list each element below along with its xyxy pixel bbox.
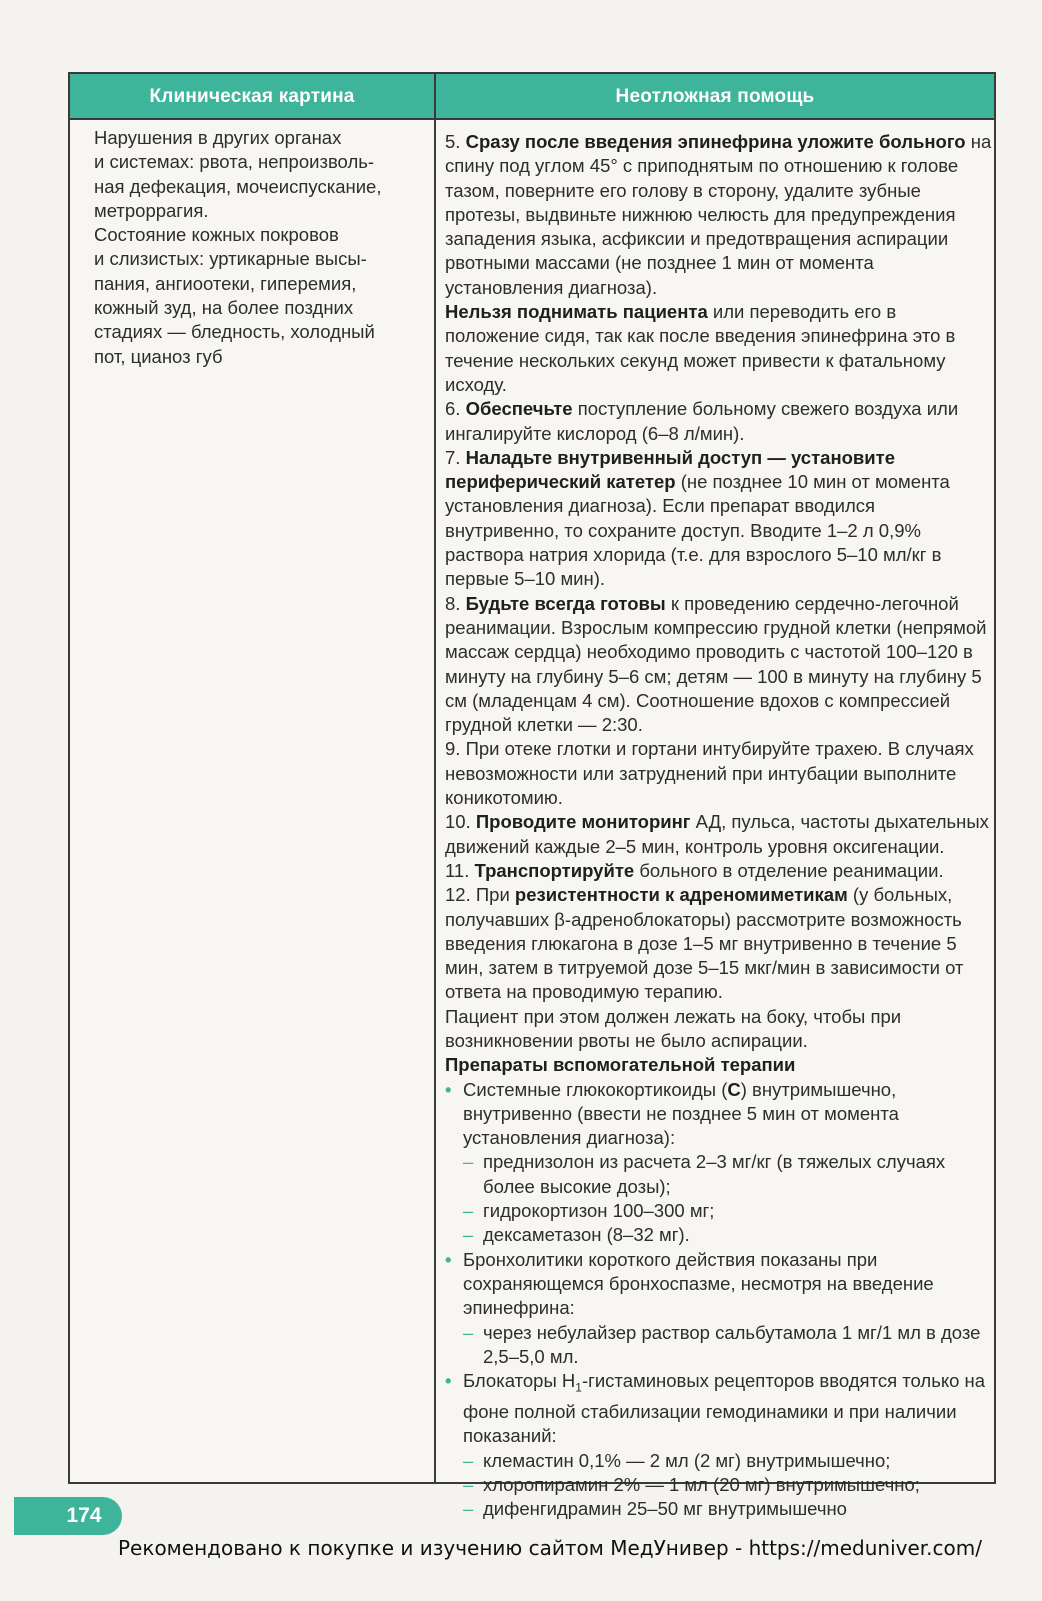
dash-marker: – [463,1321,474,1343]
dash-marker: – [463,1200,474,1222]
step-10: 10. Проводите мониторинг АД, пульса, частоты дыхательных движений каждые 2–5 мин, контроль уровня оксигенации. [445,811,989,857]
step-9: 9. При отеке глотки и гортани интубируйте трахею. В случаях невозможности или затруднений при интубации выполните коникотомию. [445,738,974,809]
bullet-h1-blockers: • Блокаторы $Н_1$-гистаминовых рецепторов вводятся только на фоне полной стабилизации гемодинамики и при наличии показаний: [445,1370,986,1447]
left-line: метроррагия. [94,199,209,221]
left-line: и системах: рвота, непроизволь- [94,151,375,173]
step-8: 8. Будьте всегда готовы к проведению сердечно-легочной реанимации. Взрослым компрессию грудной клетки (непрямой массаж сердца) необходимо проводить с частотой 100–120 в минуту на глубину 5–6 см; детям — 100 в минуту на глубину 5 см (младенцам 4 см). Соотношение вдохов с компрессией грудной клетки — 2:30. [445,592,987,736]
clinical-picture-column [94,126,424,369]
step-6: 6. Обеспечьте поступление больному свежего воздуха или ингалируйте кислород (6–8 л/мин). [445,398,959,444]
sub-item: – дексаметазон (8–32 мг). [445,1223,993,1247]
sub-item: – дифенгидрамин 25–50 мг внутримышечно [445,1497,993,1521]
sub-item: – гидрокортизон 100–300 мг; [445,1199,993,1223]
footer-recommendation: Рекомендовано к покупке и изучению сайтом МедУнивер - https://meduniver.com/ [118,1536,982,1560]
dash-marker: – [463,1498,474,1520]
dash-marker: – [463,1474,474,1496]
header-clinical-picture: Клиническая картина [149,86,355,107]
left-line: Состояние кожных покровов [94,224,339,246]
bullet-glucocorticoids: • Системные глюкокортикоиды (С) внутримышечно, внутривенно (ввести не позднее 5 мин от момента установления диагноза): [445,1078,899,1149]
header-emergency-care: Неотложная помощь [615,86,815,107]
sub-item: – через небулайзер раствор сальбутамола 1 мг/1 мл в дозе 2,5–5,0 мл. [463,1321,981,1367]
sub-item: – клемастин 0,1% — 2 мл (2 мг) внутримышечно; [445,1449,993,1473]
page-number: 174 [66,1504,102,1527]
emergency-care-column [445,130,993,1522]
aux-therapy-heading: Препараты вспомогательной терапии [445,1054,796,1076]
warning: Нельзя поднимать пациента или переводить его в положение сидя, так как после введения эпинефрина это в течение нескольких секунд может привести к фатальному исходу. [445,301,956,395]
column-divider [434,74,436,1482]
dash-marker: – [463,1151,474,1173]
dash-marker: – [463,1449,474,1471]
left-line: ная дефекация, мочеиспускание, [94,175,382,197]
bullet-marker: • [445,1078,452,1100]
left-line: пот, цианоз губ [94,345,223,367]
step-12: 12. При резистентности к адреномиметикам (у больных, получавших β-адреноблокаторы) рассмотрите возможность введения глюкагона в дозе 1–5 мг внутривенно в течение 5 мин, затем в титруемой дозе 5–15 мкг/мин в зависимости от ответа на проводимую терапию. [445,884,964,1003]
step-12-note: Пациент при этом должен лежать на боку, чтобы при возникновении рвоты не было аспирации. [445,1005,902,1051]
bullet-marker: • [445,1370,452,1392]
bullet-marker: • [445,1248,452,1270]
dash-marker: – [463,1224,474,1246]
bullet-bronchodilators: • Бронхолитики короткого действия показаны при сохраняющемся бронхоспазме, несмотря на введение эпинефрина: [445,1248,934,1319]
step-5: 5. Сразу после введения эпинефрина уложите больного на спину под углом 45° с приподнятым по отношению к голове тазом, поверните его голову в сторону, удалите зубные протезы, выдвиньте нижнюю челюсть для предупреждения западения языка, асфиксии и предотвращения аспирации рвотными массами (не позднее 1 мин от момента установления диагноза). [445,131,992,298]
left-line: и слизистых: уртикарные высы- [94,248,367,270]
step-11: 11. Транспортируйте больного в отделение реанимации. [445,859,944,881]
left-line: кожный зуд, на более поздних [94,297,354,319]
table-header [70,74,994,120]
sub-item: – преднизолон из расчета 2–3 мг/кг (в тяжелых случаях более высокие дозы); [463,1151,946,1197]
step-7: 7. Наладьте внутривенный доступ — установите периферический катетер (не позднее 10 мин от момента установления диагноза). Если препарат вводился внутривенно, то сохраните доступ. Вводите 1–2 л 0,9% раствора натрия хлорида (т.е. для взрослого 5–10 мл/кг в первые 5–10 мин). [445,446,950,590]
left-line: пания, ангиоотеки, гиперемия, [94,272,357,294]
left-line: стадиях — бледность, холодный [94,321,375,343]
left-line: Нарушения в других органах [94,127,342,148]
sub-item: – хлоропирамин 2% — 1 мл (20 мг) внутримышечно; [445,1473,993,1497]
